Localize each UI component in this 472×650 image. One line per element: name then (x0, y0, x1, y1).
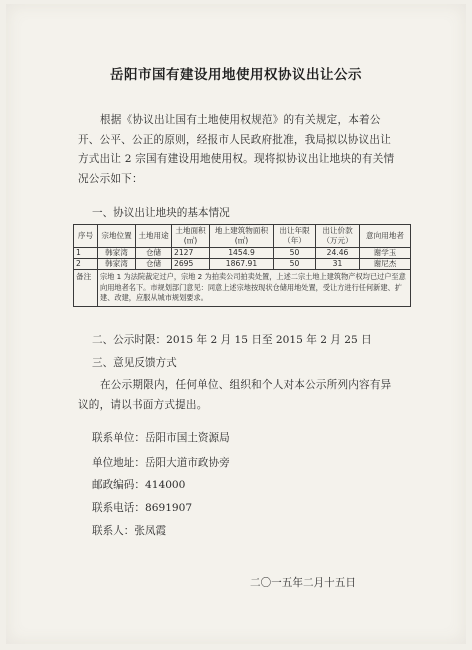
table-cell: 2 (74, 259, 98, 270)
table-header-cell: 土地用途 (136, 225, 172, 248)
feedback-paragraph: 在公示期限内，任何单位、组织和个人对本公示所列内容有异议的，请以书面方式提出。 (78, 379, 392, 411)
table-cell: 1454.9 (210, 248, 274, 259)
table-cell: 谢学玉 (360, 248, 411, 259)
table-row (74, 259, 411, 270)
table-note-text: 宗地 1 为法院裁定过户，宗地 2 为拍卖公司拍卖处置，上述二宗土地上建筑物产权均已过户至意向用地者名下。市规划部门意见：同意上述宗地按现状仓储用地处置，受让方进行任何新建、扩建、改建，应服从城市规划要求。 (98, 270, 411, 307)
table-cell: 韩家湾 (98, 248, 136, 259)
contact-phone: 联系电话：8691907 (92, 502, 193, 514)
table-header-row (74, 225, 411, 248)
table-cell: 2127 (172, 248, 210, 259)
table-header-cell: 地上建筑物面积(㎡) (210, 225, 274, 248)
contact-person: 联系人：张凤霞 (92, 525, 167, 537)
table-cell: 1867.91 (210, 259, 274, 270)
table-cell: 1 (74, 248, 98, 259)
table-note-label: 备注 (74, 270, 98, 307)
table-row (74, 248, 411, 259)
table-cell: 50 (274, 259, 316, 270)
document-date: 二〇一五年二月十五日 (250, 577, 356, 589)
document-title: 岳阳市国有建设用地使用权协议出让公示 (110, 67, 362, 83)
table-header-cell: 出让价款（万元） (316, 225, 360, 248)
land-parcel-table (73, 224, 411, 307)
table-header-cell: 意向用地者 (360, 225, 411, 248)
table-cell: 31 (316, 259, 360, 270)
table-cell: 50 (274, 248, 316, 259)
table-cell: 24.46 (316, 248, 360, 259)
table-header-cell: 土地面积(㎡) (172, 225, 210, 248)
table-cell: 2695 (172, 259, 210, 270)
section-feedback-heading: 三、意见反馈方式 (92, 357, 177, 369)
postcode: 邮政编码：414000 (92, 479, 186, 491)
table-header-cell: 出让年限（年） (274, 225, 316, 248)
section-basic-info-heading: 一、协议出让地块的基本情况 (92, 207, 230, 219)
table-header-cell: 宗地位置 (98, 225, 136, 248)
section-publicity-period: 二、公示时限：2015 年 2 月 15 日至 2015 年 2 月 25 日 (92, 334, 372, 346)
table-note-row (74, 270, 411, 307)
intro-paragraph: 根据《协议出让国有土地使用权规范》的有关规定，本着公开、公平、公正的原则，经报市人民政府批准，我局拟以协议出让方式出让 2 宗国有建设用地使用权。现将拟协议出让地块的有关情况公示如下： (78, 114, 395, 185)
table-cell: 谢尼杰 (360, 259, 411, 270)
table-cell: 仓储 (136, 259, 172, 270)
contact-address: 单位地址：岳阳大道市政协旁 (92, 457, 230, 469)
contact-unit: 联系单位：岳阳市国土资源局 (92, 432, 230, 444)
table-header-cell: 序号 (74, 225, 98, 248)
table-cell: 韩家湾 (98, 259, 136, 270)
table-cell: 仓储 (136, 248, 172, 259)
document-page (6, 4, 466, 644)
